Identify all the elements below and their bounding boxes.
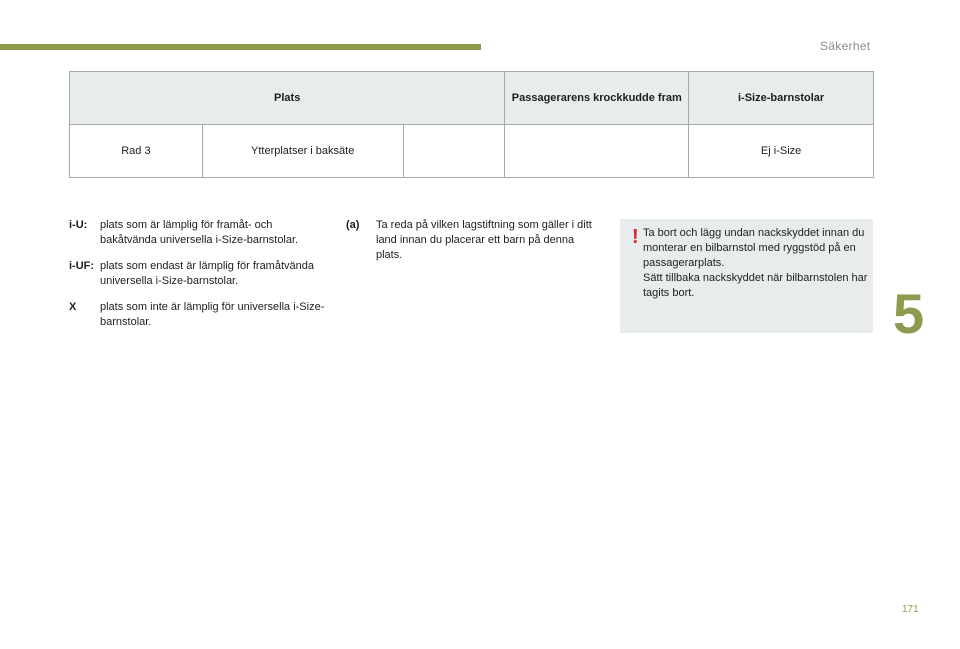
legend-item (69, 218, 331, 248)
table-row (70, 125, 874, 178)
cell-position: Ytterplatser i baksäte (202, 125, 403, 178)
section-title: Säkerhet (820, 39, 871, 53)
legend-item (69, 300, 331, 330)
chapter-number: 5 (893, 282, 925, 345)
warning-line-2: Sätt tillbaka nackskyddet när bilbarnstolen har tagits bort. (643, 272, 868, 299)
header-airbag: Passagerarens krockkudde fram (505, 72, 689, 125)
cell-empty-1 (403, 125, 505, 178)
legend-text: plats som är lämplig för framåt- och bakåtvända universella i-Size-barnstolar. (100, 219, 299, 246)
legend-key: i-UF: (69, 260, 95, 272)
cell-empty-2 (505, 125, 689, 178)
header-plats: Plats (70, 72, 505, 125)
seat-table (69, 71, 874, 178)
legend (69, 218, 331, 341)
warning-text (643, 226, 868, 301)
legend-text: plats som inte är lämplig för universella i-Size-barnstolar. (100, 301, 325, 328)
footnote-key: (a) (346, 219, 360, 231)
header-isize: i-Size-barnstolar (689, 72, 874, 125)
top-accent-bar (0, 44, 481, 50)
page-number: 171 (902, 604, 919, 615)
legend-key: i-U: (69, 219, 88, 231)
footnote (346, 218, 596, 263)
cell-isize: Ej i-Size (689, 125, 874, 178)
legend-key: X (69, 301, 77, 313)
warning-line-1: Ta bort och lägg undan nackskyddet innan du monterar en bilbarnstol med ryggstöd på en passagerarplats. (643, 227, 865, 269)
table-header-row (70, 72, 874, 125)
cell-row: Rad 3 (70, 125, 203, 178)
warning-icon: ! (632, 226, 639, 248)
warning-box (620, 219, 873, 333)
legend-item (69, 259, 331, 289)
footnote-text: Ta reda på vilken lagstiftning som gäller i ditt land innan du placerar ett barn på denna plats. (376, 219, 592, 261)
legend-text: plats som endast är lämplig för framåtvända universella i-Size-barnstolar. (100, 260, 314, 287)
